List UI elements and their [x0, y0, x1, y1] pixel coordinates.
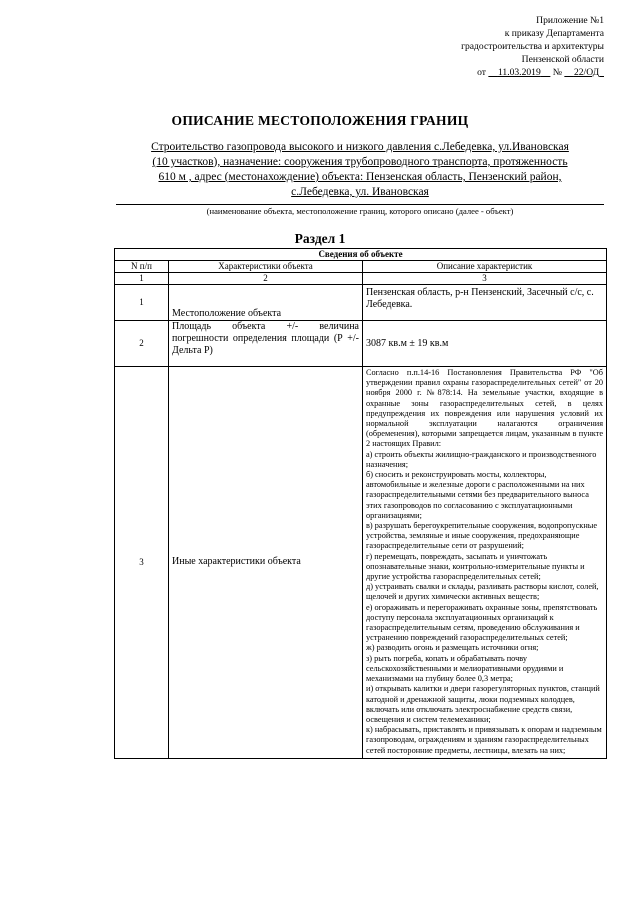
appendix-line-1: Приложение №1: [536, 15, 604, 26]
row-number: 1: [115, 285, 169, 321]
document-title: ОПИСАНИЕ МЕСТОПОЛОЖЕНИЯ ГРАНИЦ: [171, 113, 469, 128]
appendix-line-2: к приказу Департамента: [504, 28, 604, 39]
restriction-paragraph: а) строить объекты жилищно-гражданского и производственного назначения;: [366, 449, 597, 469]
restriction-paragraph: г) перемещать, повреждать, засыпать и уничтожать опознавательные знаки, контрольно-измерительные пункты и другие устройства газораспределительных сетей;: [366, 551, 585, 582]
row-description: 3087 кв.м ± 19 кв.м: [363, 321, 607, 367]
section-title: Раздел 1: [294, 231, 346, 246]
object-caption: (наименование объекта, местоположение границ, которого описано (далее - объект): [116, 204, 604, 216]
restriction-paragraph: Согласно п.п.14-16 Постановления Правительства РФ "Об утверждении правил охраны газораспределительных сетей" от 20 ноября 2000 г. №878:14. На земельные участки, входящие в охранные зоны газораспределительных сетей, в целях предупреждения их повреждения или нарушения условий их нормальной эксплуатации налагаются ограничения (обременения), которыми запрещается лицам, указанным в пункте 2 настоящих Правил:: [366, 368, 604, 449]
date-prefix: от: [477, 67, 486, 78]
restriction-paragraph: ж) разводить огонь и размещать источники огня;: [366, 643, 539, 653]
row-characteristic: Иные характеристики объекта: [169, 367, 363, 759]
table-column-numbers-row: [115, 273, 607, 285]
table-row: [115, 321, 607, 367]
table-title-row: [115, 249, 607, 261]
row-characteristic: Местоположение объекта: [169, 285, 363, 321]
appendix-line-4: Пензенской области: [521, 54, 604, 65]
column-number-1: 1: [115, 273, 169, 285]
appendix-block: [461, 14, 604, 79]
order-date-value: 11.03.2019: [497, 67, 541, 78]
row-characteristic: Площадь объекта +/- величина погрешности определения площади (Р +/- Дельта Р): [169, 321, 363, 367]
restriction-paragraph: и) открывать калитки и двери газорегуляторных пунктов, станций катодной и дренажной защиты, люки подземных колодцев, включать или отключать электроснабжение средств связи, освещения и систем телемеханики;: [366, 684, 600, 724]
row-number: 3: [115, 367, 169, 759]
header-description: Описание характеристик: [363, 261, 607, 273]
restriction-paragraph: б) сносить и реконструировать мосты, коллекторы, автомобильные и железные дороги с расположенными на них газораспределительными сетями без предварительного выноса этих газопроводов по согласованию с эксплуатационными организациями;: [366, 470, 589, 520]
object-line-3: 610 м , адрес (местонахождение) объекта: Пензенская область, Пензенский район,: [158, 171, 562, 183]
number-prefix: №: [552, 67, 562, 78]
order-number-value: 22/ОД: [573, 67, 600, 78]
restriction-paragraph: в) разрушать берегоукрепительные сооружения, водопропускные устройства, земляные и иные сооружения, предохраняющие газораспределительные сети от разрушений;: [366, 521, 598, 551]
appendix-line-3: градостроительства и архитектуры: [461, 41, 604, 52]
header-characteristic: Характеристики объекта: [169, 261, 363, 273]
object-description: [116, 140, 604, 200]
header-number: N п/п: [115, 261, 169, 273]
row-number: 2: [115, 321, 169, 367]
restriction-paragraph: к) набрасывать, приставлять и привязывать к опорам и надземным газопроводам, ограждениям и зданиям газораспределительных сетей посторонние предметы, лестницы, влезать на них;: [366, 725, 602, 755]
table-row: [115, 367, 607, 759]
appendix-date-line: [461, 66, 604, 79]
restriction-paragraph: д) устраивать свалки и склады, разливать растворы кислот, солей, щелочей и других химически активных веществ;: [366, 582, 599, 602]
row-description: [363, 367, 607, 759]
order-number: [564, 67, 604, 78]
table-header-row: [115, 261, 607, 273]
object-line-4: с.Лебедевка, ул. Ивановская: [291, 186, 429, 198]
restriction-paragraph: з) рыть погреба, копать и обрабатывать почву сельскохозяйственными и мелиоративными орудиями и механизмами на глубину более 0,3 метра;: [366, 653, 564, 684]
table-title: Сведения об объекте: [115, 249, 607, 261]
table-row: [115, 285, 607, 321]
restriction-paragraph: е) огораживать и перегораживать охранные зоны, препятствовать доступу персонала эксплуатационных организаций к газораспределительным сетям, проведению обслуживания и устранению повреждений газораспределительных сетей;: [366, 602, 598, 643]
column-number-3: 3: [363, 273, 607, 285]
column-number-2: 2: [169, 273, 363, 285]
object-line-1: Строительство газопровода высокого и низкого давления с.Лебедевка, ул.Ивановская: [151, 141, 569, 153]
row-description: Пензенская область, р-н Пензенский, Засечный с/с, с. Лебедевка.: [363, 285, 607, 321]
object-line-2: (10 участков), назначение: сооружения трубопроводного транспорта, протяженность: [152, 156, 568, 168]
order-date: [488, 67, 550, 78]
object-info-table: [114, 248, 607, 759]
